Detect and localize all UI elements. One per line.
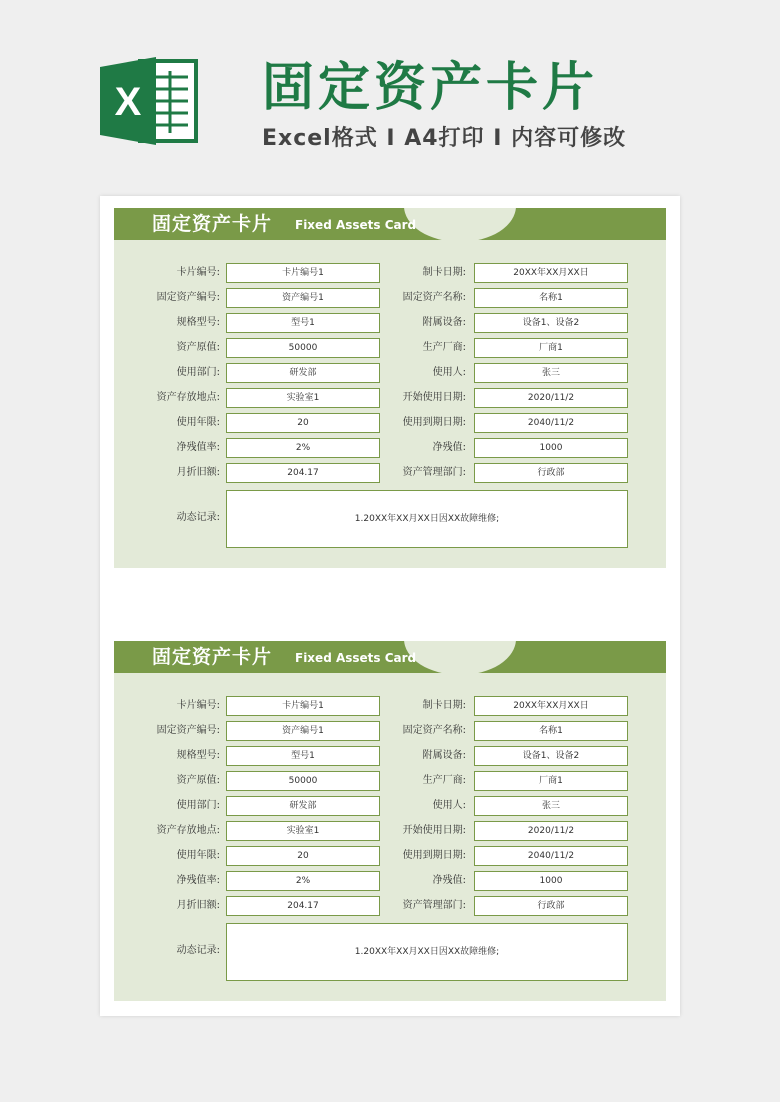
card-title-english: Fixed Assets Card bbox=[295, 218, 417, 232]
note-label: 动态记录: bbox=[176, 945, 220, 956]
field-value[interactable]: 实验室1 bbox=[226, 821, 380, 841]
field-label: 制卡日期: bbox=[422, 700, 466, 711]
field-label: 月折旧额: bbox=[176, 467, 220, 478]
field-value[interactable]: 20XX年XX月XX日 bbox=[474, 696, 628, 716]
field-label: 固定资产编号: bbox=[156, 292, 220, 303]
asset-card bbox=[114, 208, 666, 568]
field-value[interactable]: 设备1、设备2 bbox=[474, 746, 628, 766]
field-label: 使用年限: bbox=[176, 417, 220, 428]
field-value[interactable]: 张三 bbox=[474, 363, 628, 383]
field-label: 月折旧额: bbox=[176, 900, 220, 911]
field-label: 净残值: bbox=[432, 442, 466, 453]
field-value[interactable]: 张三 bbox=[474, 796, 628, 816]
field-value[interactable]: 2020/11/2 bbox=[474, 388, 628, 408]
excel-logo-icon bbox=[100, 55, 200, 147]
svg-text:X: X bbox=[114, 80, 142, 124]
asset-card bbox=[114, 641, 666, 1001]
card-header bbox=[114, 208, 666, 240]
field-value[interactable]: 2% bbox=[226, 438, 380, 458]
field-value[interactable]: 名称1 bbox=[474, 721, 628, 741]
page-title: 固定资产卡片 bbox=[262, 58, 599, 118]
field-label: 使用到期日期: bbox=[402, 417, 466, 428]
field-value[interactable]: 名称1 bbox=[474, 288, 628, 308]
field-label: 固定资产名称: bbox=[402, 725, 466, 736]
field-value[interactable]: 50000 bbox=[226, 771, 380, 791]
field-value[interactable]: 20 bbox=[226, 413, 380, 433]
header-decoration bbox=[404, 641, 516, 675]
field-label: 开始使用日期: bbox=[402, 392, 466, 403]
field-label: 使用部门: bbox=[176, 800, 220, 811]
field-label: 固定资产名称: bbox=[402, 292, 466, 303]
field-label: 使用年限: bbox=[176, 850, 220, 861]
field-value[interactable]: 204.17 bbox=[226, 896, 380, 916]
field-value[interactable]: 行政部 bbox=[474, 896, 628, 916]
field-value[interactable]: 20XX年XX月XX日 bbox=[474, 263, 628, 283]
field-value[interactable]: 资产编号1 bbox=[226, 288, 380, 308]
field-label: 固定资产编号: bbox=[156, 725, 220, 736]
document-paper bbox=[100, 196, 680, 1016]
page-header bbox=[0, 0, 780, 190]
field-label: 卡片编号: bbox=[176, 267, 220, 278]
field-label: 资产存放地点: bbox=[156, 392, 220, 403]
header-decoration bbox=[404, 208, 516, 242]
field-label: 开始使用日期: bbox=[402, 825, 466, 836]
field-label: 资产存放地点: bbox=[156, 825, 220, 836]
note-field[interactable]: 1.20XX年XX月XX日因XX故障维修; bbox=[226, 923, 628, 981]
card-header bbox=[114, 641, 666, 673]
page-subtitle: Excel格式 I A4打印 I 内容可修改 bbox=[262, 126, 627, 151]
card-title: 固定资产卡片 bbox=[152, 646, 273, 668]
field-value[interactable]: 厂商1 bbox=[474, 338, 628, 358]
field-value[interactable]: 卡片编号1 bbox=[226, 696, 380, 716]
field-label: 资产原值: bbox=[176, 775, 220, 786]
field-label: 制卡日期: bbox=[422, 267, 466, 278]
field-label: 资产管理部门: bbox=[402, 900, 466, 911]
field-label: 净残值率: bbox=[176, 875, 220, 886]
field-value[interactable]: 实验室1 bbox=[226, 388, 380, 408]
field-label: 资产管理部门: bbox=[402, 467, 466, 478]
field-value[interactable]: 2040/11/2 bbox=[474, 846, 628, 866]
field-label: 使用到期日期: bbox=[402, 850, 466, 861]
field-value[interactable]: 1000 bbox=[474, 871, 628, 891]
field-value[interactable]: 2% bbox=[226, 871, 380, 891]
field-value[interactable]: 2040/11/2 bbox=[474, 413, 628, 433]
field-value[interactable]: 行政部 bbox=[474, 463, 628, 483]
field-value[interactable]: 研发部 bbox=[226, 796, 380, 816]
field-label: 规格型号: bbox=[176, 750, 220, 761]
field-value[interactable]: 卡片编号1 bbox=[226, 263, 380, 283]
field-label: 使用人: bbox=[432, 800, 466, 811]
card-title-english: Fixed Assets Card bbox=[295, 651, 417, 665]
field-label: 使用部门: bbox=[176, 367, 220, 378]
field-label: 使用人: bbox=[432, 367, 466, 378]
field-value[interactable]: 研发部 bbox=[226, 363, 380, 383]
field-label: 净残值: bbox=[432, 875, 466, 886]
field-value[interactable]: 1000 bbox=[474, 438, 628, 458]
field-value[interactable]: 20 bbox=[226, 846, 380, 866]
field-value[interactable]: 型号1 bbox=[226, 313, 380, 333]
field-label: 附属设备: bbox=[422, 317, 466, 328]
note-label: 动态记录: bbox=[176, 512, 220, 523]
field-value[interactable]: 厂商1 bbox=[474, 771, 628, 791]
card-title: 固定资产卡片 bbox=[152, 213, 273, 235]
field-value[interactable]: 型号1 bbox=[226, 746, 380, 766]
field-label: 生产厂商: bbox=[422, 775, 466, 786]
field-value[interactable]: 资产编号1 bbox=[226, 721, 380, 741]
field-value[interactable]: 2020/11/2 bbox=[474, 821, 628, 841]
field-label: 资产原值: bbox=[176, 342, 220, 353]
field-label: 卡片编号: bbox=[176, 700, 220, 711]
field-label: 生产厂商: bbox=[422, 342, 466, 353]
field-value[interactable]: 设备1、设备2 bbox=[474, 313, 628, 333]
field-label: 附属设备: bbox=[422, 750, 466, 761]
field-label: 规格型号: bbox=[176, 317, 220, 328]
note-field[interactable]: 1.20XX年XX月XX日因XX故障维修; bbox=[226, 490, 628, 548]
field-value[interactable]: 50000 bbox=[226, 338, 380, 358]
field-label: 净残值率: bbox=[176, 442, 220, 453]
field-value[interactable]: 204.17 bbox=[226, 463, 380, 483]
